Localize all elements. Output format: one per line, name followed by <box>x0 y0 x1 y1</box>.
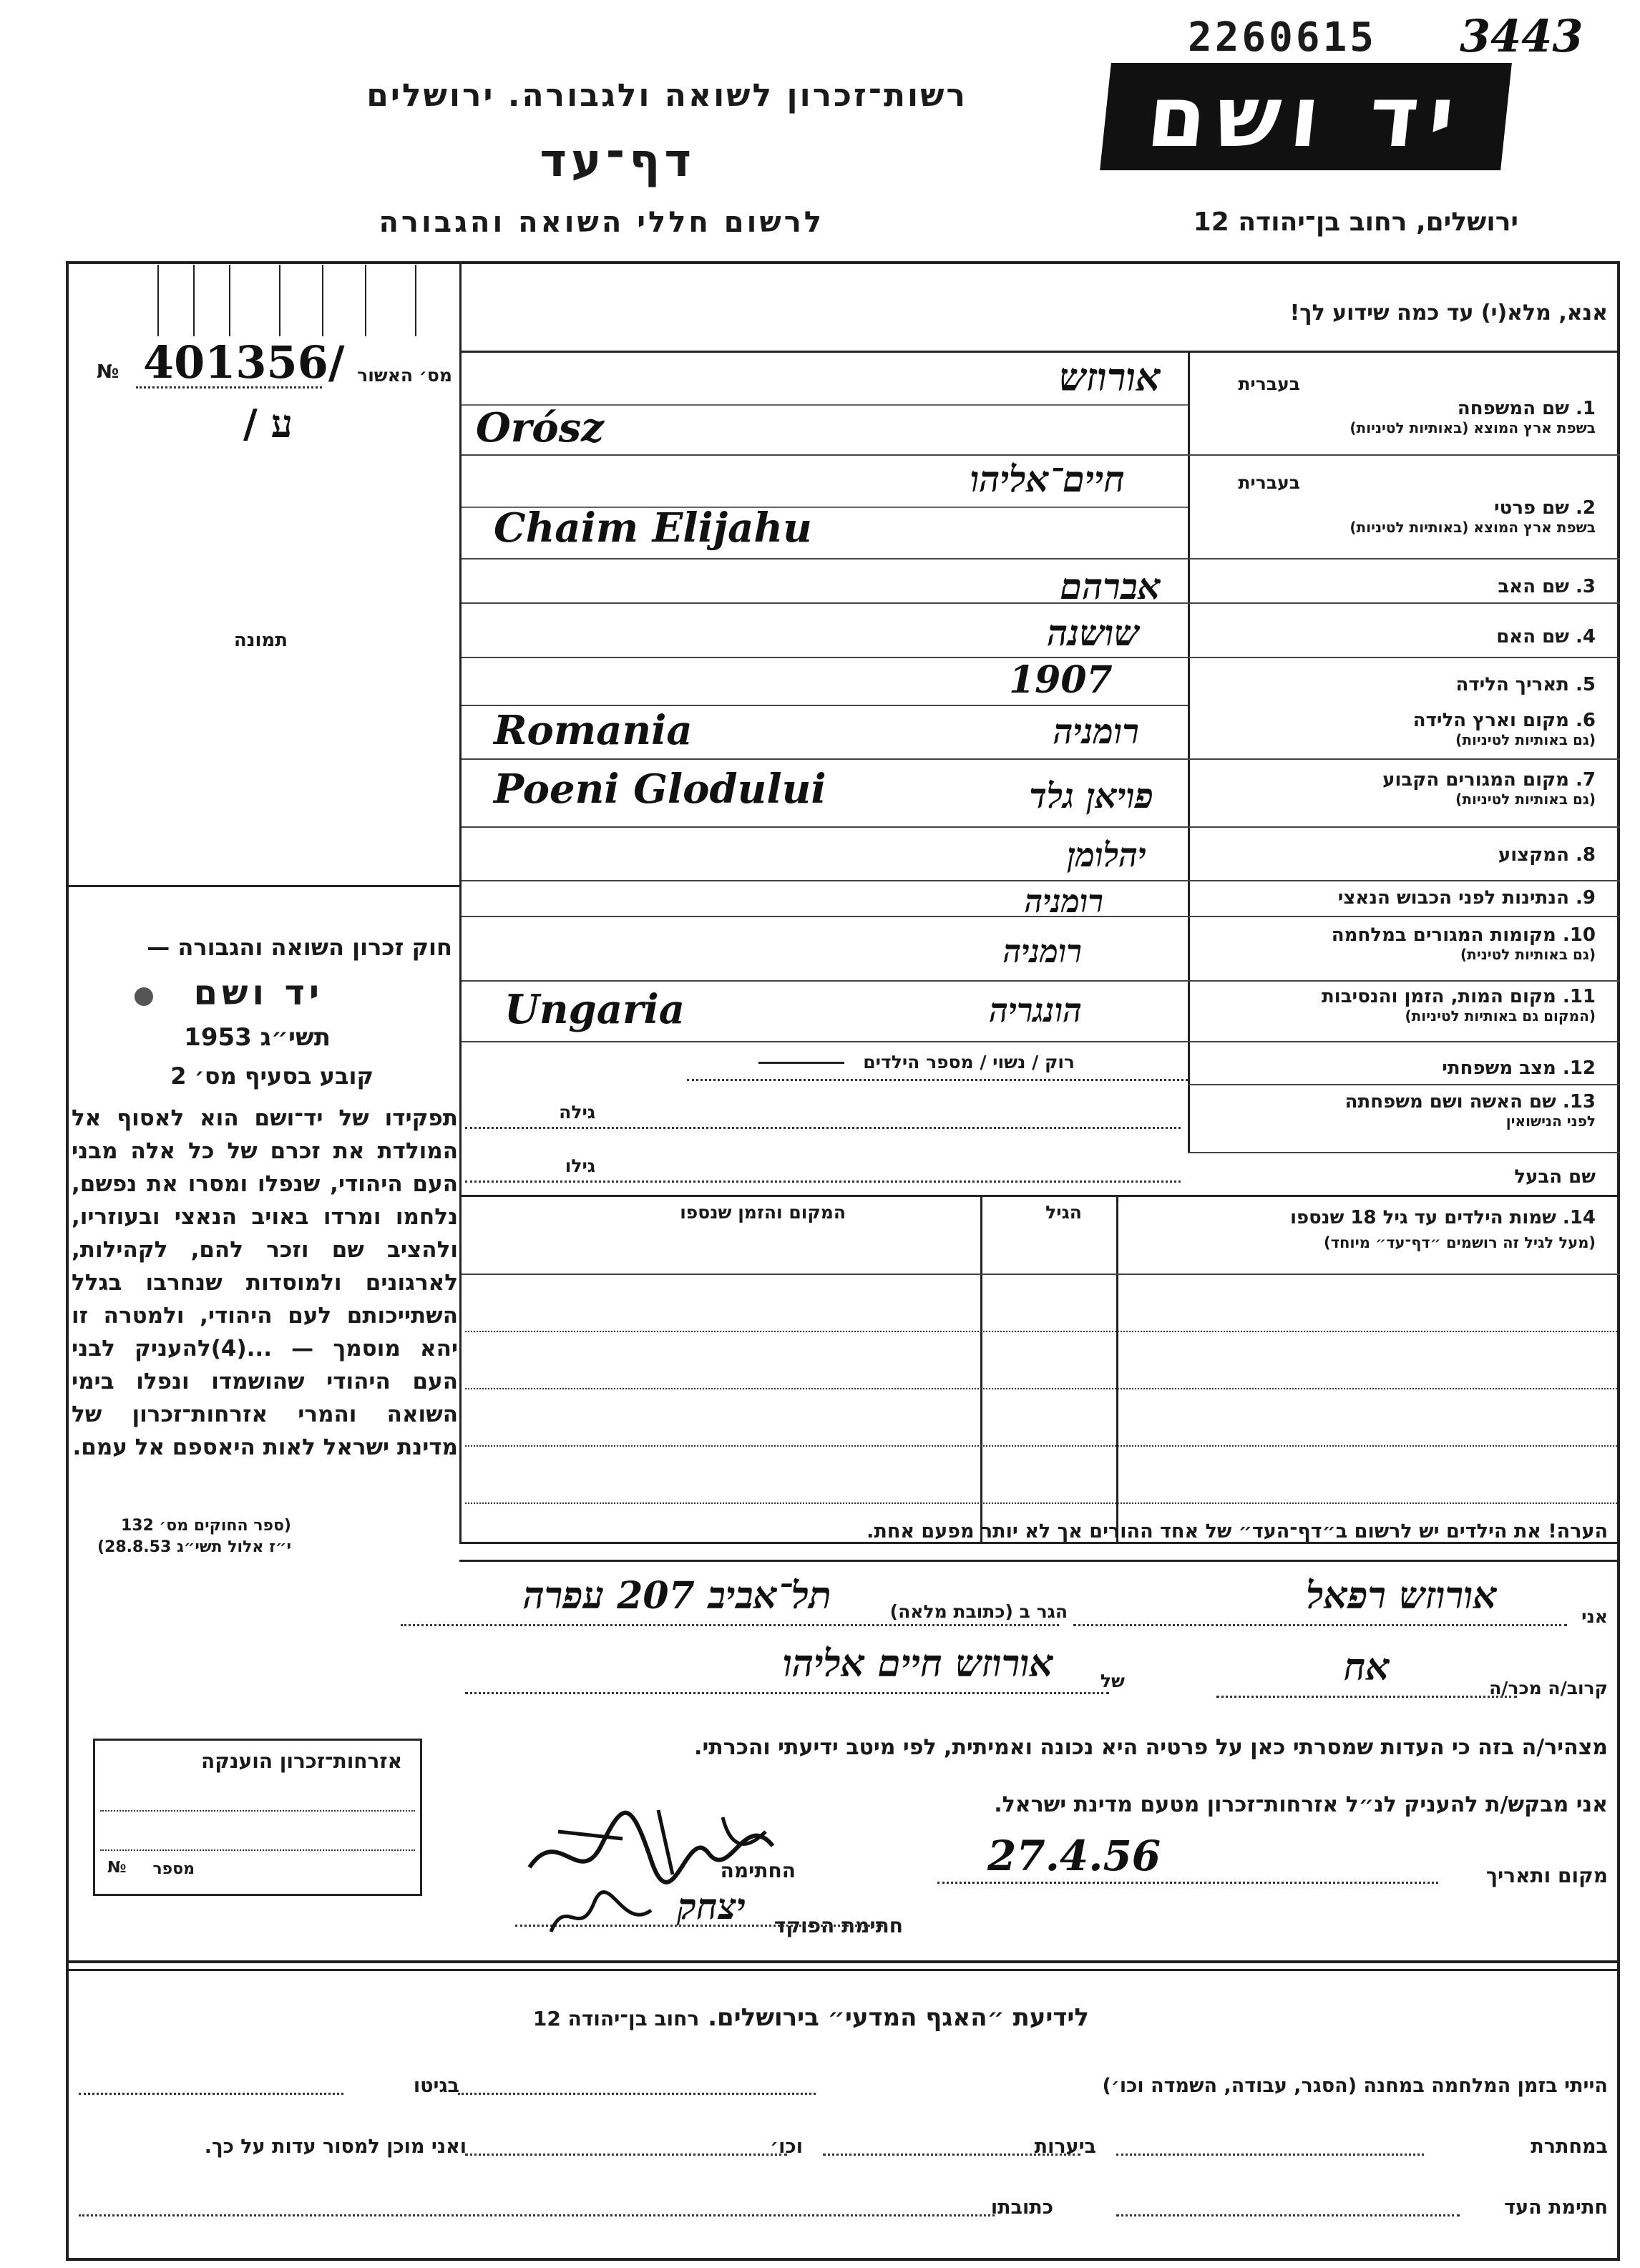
field-9-num: 9. <box>1576 887 1596 909</box>
logo-text: יד ושם <box>1143 67 1469 166</box>
corner-note: 3443 <box>1460 10 1583 62</box>
footer-forests: ביערות <box>1034 2136 1096 2158</box>
footer-title-text: לידיעת ״האגף המדעי״ בירושלים. <box>708 2003 1089 2032</box>
children-note: הערה! את הילדים יש לרשום ב״דף־העד״ של אחד ההורים אך לא יותר מפעם אחת. <box>867 1520 1608 1543</box>
field-10-sub: (גם באותיות לטינית) <box>1460 946 1596 963</box>
field-13-num: 13. <box>1562 1091 1596 1113</box>
field-3-label: שם האב <box>1498 576 1569 597</box>
field-1-num: 1. <box>1576 398 1596 419</box>
decl-of-value: אורוזש חיים אליהו <box>782 1642 1053 1686</box>
decl-certify: מצהיר/ה בזה כי העדות שמסרתי כאן על פרטיה היא נכונה ואמיתית, לפי מיטב ידיעתי והכרתי. <box>694 1735 1608 1760</box>
field-7-label: מקום המגורים הקבוע <box>1382 769 1569 791</box>
law-title: חוק זכרון השואה והגבורה — <box>147 934 452 961</box>
husband-age-label: גילו <box>565 1155 595 1176</box>
field-2-num: 2. <box>1576 497 1596 519</box>
footer-address: רחוב בן־יהודה 12 <box>532 2007 700 2030</box>
mother-name: שושנה <box>1047 612 1139 654</box>
law-year <box>184 1023 331 1052</box>
profession: יהלומן <box>1067 836 1146 874</box>
children-header <box>1109 1206 1596 1255</box>
husband-label: שם הבעל <box>1514 1166 1596 1188</box>
law-year-num: 1953 <box>184 1023 252 1052</box>
first-name-hebrew: חיים־אליהו <box>970 458 1125 500</box>
birth-date: 1907 <box>1009 658 1113 702</box>
footer-address-label: כתובתו <box>990 2196 1053 2219</box>
family-name-latin: Orósz <box>476 404 604 451</box>
field-11-num: 11. <box>1562 986 1596 1007</box>
decl-of-label: של <box>1100 1671 1125 1691</box>
death-place-hebrew: הונגריה <box>989 991 1082 1030</box>
decl-official-value: יצחק <box>677 1885 746 1927</box>
field-5-label: תאריך הלידה <box>1455 674 1569 695</box>
hebrew-tag-2: בעברית <box>1238 472 1300 493</box>
decl-place-date-label: מקום ותאריך <box>1485 1864 1608 1887</box>
instruction: אנא, מלא(י) עד כמה שידוע לך! <box>1289 300 1608 326</box>
field-11-label: מקום המות, הזמן והנסיבות <box>1322 986 1556 1007</box>
field-14-num: 14. <box>1562 1207 1596 1228</box>
footer-underground: במחתרת <box>1531 2136 1608 2158</box>
form-subtitle: לרשום חללי השואה והגבורה <box>379 206 824 239</box>
birth-place-latin: Romania <box>494 707 693 754</box>
wife-age-label: גילה <box>559 1102 595 1123</box>
field-6-label: מקום וארץ הלידה <box>1412 710 1569 731</box>
family-name-hebrew: אורוזש <box>1058 354 1161 400</box>
decl-request: אני מבקש/ת להעניק לנ״ל אזרחות־זכרון מטעם מדינת ישראל. <box>994 1792 1608 1817</box>
official-signature <box>544 1882 658 1946</box>
footer-etc: וכו׳ <box>770 2136 803 2158</box>
cert-num-label: מספר <box>152 1860 195 1878</box>
field-7-num: 7. <box>1576 769 1596 791</box>
decl-i-value: אורוזש רפאל <box>1306 1574 1497 1618</box>
decl-relative-value: אח <box>1343 1646 1390 1689</box>
law-text: תפקידו של יד־ושם הוא לאסוף אל המולדת את זכרם של כל אלה מבני העם היהודי, שנפלו ומסרו את נפשם, נלחמו ומרדו באויב הנאצי ובעוזריו, ולהציב שם וזכר להם, לקהילות, לארגונים ולמוסדות שנחרבו בגלל השתייכותם לעם היהודי, ולמטרה זו יהא מוסמך — ...(4)להעניק לבני העם היהודי שהושמדו ונפלו בימי השואה והמרי אזרחות־זכרון של מדינת ישראל לאות היאספם אל עמם. <box>72 1105 458 1460</box>
field-13-label: שם האשה ושם משפחתה <box>1344 1091 1556 1113</box>
residence-latin: Poeni Glodului <box>494 766 826 813</box>
field-1-label: שם המשפחה <box>1457 398 1569 419</box>
field-3-num: 3. <box>1576 576 1596 597</box>
marital-options: רוק / נשוי / מספר הילדים <box>863 1052 1075 1072</box>
field-4-num: 4. <box>1576 626 1596 647</box>
approval-mark: / ע <box>243 401 293 446</box>
footer-witness-signature: חתימת העד <box>1504 2196 1608 2219</box>
hebrew-tag-1: בעברית <box>1238 373 1300 394</box>
field-8-num: 8. <box>1576 844 1596 866</box>
approval-label: מס׳ האשור <box>357 365 452 386</box>
decl-signature-label: החתימה <box>720 1859 796 1882</box>
photo-label: תמונה <box>233 630 288 651</box>
decl-i-label: אני <box>1581 1606 1608 1627</box>
field-11-sub: (המקום גם באותיות לטיניות) <box>1405 1007 1596 1025</box>
law-ref-2: י״ז אלול תשי״ג 28.8.53) <box>97 1538 291 1556</box>
children-sub: (מעל לגיל זה רושמים ״דף־עד״ מיוחד) <box>1324 1234 1596 1251</box>
field-4-label: שם האם <box>1496 626 1569 647</box>
field-2-sub: בשפת ארץ המוצא (באותיות לטיניות) <box>1349 519 1596 536</box>
residence-hebrew: פויאן גלד <box>1029 776 1153 816</box>
field-12-num: 12. <box>1562 1057 1596 1079</box>
cert-title: אזרחות־זכרון הוענקה <box>201 1749 402 1773</box>
field-8-label: המקצוע <box>1498 844 1569 866</box>
record-number: 2260615 <box>1188 14 1377 61</box>
law-ref-1: (ספר החוקים מס׳ 132 <box>120 1517 291 1535</box>
approval-symbol: № <box>97 361 119 383</box>
witness-signature <box>515 1781 801 1896</box>
decl-official-label: חתימת הפוקד <box>773 1914 903 1937</box>
decl-live-label: הגר ב (כתובת מלאה) <box>889 1601 1068 1622</box>
nationality: רומניה <box>1024 884 1103 920</box>
decl-place-date-value: 27.4.56 <box>987 1832 1161 1880</box>
field-10-label: מקומות המגורים במלחמה <box>1331 924 1556 946</box>
field-5-num: 5. <box>1576 674 1596 695</box>
field-10-num: 10. <box>1562 924 1596 946</box>
law-bullet <box>135 987 153 1006</box>
death-place-latin: Ungaria <box>504 986 685 1033</box>
marital-strike <box>758 1062 844 1064</box>
law-year-heb: תשי״ג <box>260 1023 331 1052</box>
field-6-num: 6. <box>1576 710 1596 731</box>
form-title: דף־עד <box>540 135 695 187</box>
field-1-sub: בשפת ארץ המוצא (באותיות לטיניות) <box>1349 419 1596 436</box>
father-name: אברהם <box>1060 565 1161 607</box>
field-9-label: הנתינות לפני הכבוש הנאצי <box>1337 887 1569 909</box>
field-2-label: שם פרטי <box>1494 497 1569 519</box>
birth-place-hebrew: רומניה <box>1053 712 1139 752</box>
footer-line1: הייתי בזמן המלחמה במחנה (הסגר, עבודה, השמדה וכו׳) <box>1102 2075 1608 2097</box>
field-7-sub: (גם באותיות לטיניות) <box>1455 791 1596 808</box>
field-6-sub: (גם באותיות לטיניות) <box>1455 731 1596 748</box>
footer-ghetto: בגיטו <box>413 2075 459 2097</box>
header-address: ירושלים, רחוב בן־יהודה 12 <box>1193 207 1518 237</box>
war-residence: רומניה <box>1002 934 1082 970</box>
top-ticks <box>72 265 458 343</box>
field-12-label: מצב משפחתי <box>1442 1057 1556 1079</box>
law-clause: קובע בסעיף מס׳ 2 <box>170 1062 374 1090</box>
footer-willing: ואני מוכן למסור עדות על כך. <box>204 2136 467 2158</box>
yad-vashem-logo <box>1100 63 1512 170</box>
children-col-age: הגיל <box>1045 1202 1082 1223</box>
decl-live-value: תל־אביב 207 עפרה <box>522 1574 831 1618</box>
cert-num-symbol: № <box>107 1859 127 1877</box>
approval-number: 401356/ <box>143 336 345 388</box>
law-name: יד ושם <box>193 973 323 1013</box>
org-line: רשות־זכרון לשואה ולגבורה. ירושלים <box>366 77 967 114</box>
decl-relative-label: קרוב/ה מכר/ה <box>1489 1678 1608 1698</box>
children-col-place: המקום והזמן שנספו <box>680 1202 846 1223</box>
children-label: שמות הילדים עד גיל 18 שנספו <box>1290 1207 1556 1228</box>
footer-title <box>533 2003 1089 2032</box>
field-13-sub: לפני הנישואין <box>1505 1113 1596 1130</box>
first-name-latin: Chaim Elijahu <box>494 504 812 552</box>
